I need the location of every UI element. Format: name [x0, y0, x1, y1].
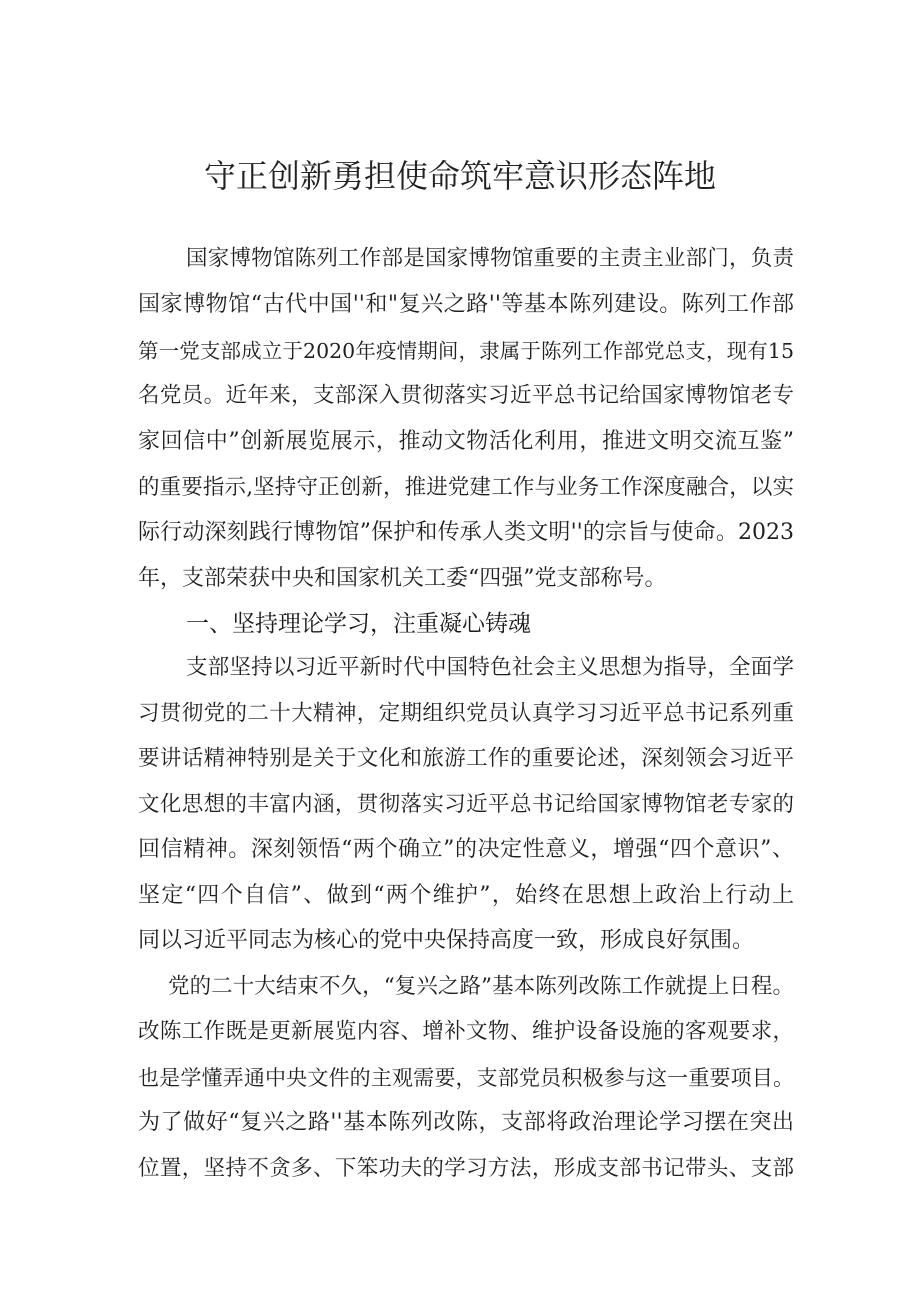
section-p1-line-3: 要讲话精神特别是关于文化和旅游工作的重要论述，深刻领会习近平: [138, 746, 794, 771]
section-heading: 一、坚持理论学习，注重凝心铸魂: [186, 611, 531, 637]
document-title: 守正创新勇担使命筑牢意识形态阵地: [203, 157, 716, 195]
section-p2-line-5: 位置，坚持不贪多、下笨功夫的学习方法，形成支部书记带头、支部: [138, 1156, 794, 1181]
section-p1-line-2: 习贯彻党的二十大精神，定期组织党员认真学习习近平总书记系列重: [138, 701, 794, 726]
section-p2-line-4: 为了做好“复兴之路''基本陈列改陈，支部将政治理论学习摆在突出: [138, 1110, 794, 1135]
intro-line-2: 国家博物馆“古代中国''和"复兴之路''等基本陈列建设。陈列工作部: [138, 292, 794, 317]
intro-line-7: 际行动深刻践行博物馆”保护和传承人类文明''的宗旨与使命。2023: [138, 520, 794, 545]
section-p1-line-1: 支部坚持以习近平新时代中国特色社会主义思想为指导，全面学: [186, 655, 794, 680]
intro-line-4: 名党员。近年来，支部深入贯彻落实习近平总书记给国家博物馆老专: [138, 383, 794, 408]
section-p2-line-2: 改陈工作既是更新展览内容、增补文物、维护设备设施的客观要求，: [138, 1019, 794, 1044]
intro-line-3: 第一党支部成立于2020年疫情期间，隶属于陈列工作部党总支，现有15: [138, 339, 794, 363]
section-p1-line-6: 坚定“四个自信”、做到“两个维护”，始终在思想上政治上行动上: [138, 883, 794, 908]
section-p1-line-7: 同以习近平同志为核心的党中央保持高度一致，形成良好氛围。: [138, 928, 755, 953]
intro-line-5: 家回信中”创新展览展示，推动文物活化利用，推进文明交流互鉴”: [138, 429, 794, 454]
section-p1-line-4: 文化思想的丰富内涵，贯彻落实习近平总书记给国家博物馆老专家的: [138, 792, 794, 817]
section-p2-line-3: 也是学懂弄通中央文件的主观需要，支部党员积极参与这一重要项目。: [138, 1066, 794, 1090]
intro-line-1: 国家博物馆陈列工作部是国家博物馆重要的主责主业部门，负责: [186, 246, 794, 271]
intro-line-6: 的重要指示,坚持守正创新，推进党建工作与业务工作深度融合，以实: [138, 475, 794, 500]
section-p1-line-5: 回信精神。深刻领悟“两个确立”的决定性意义，增强“四个意识”、: [138, 837, 794, 862]
section-p2-line-1: 党的二十大结束不久，“复兴之路”基本陈列改陈工作就提上日程。: [168, 974, 794, 999]
intro-line-8: 年，支部荣获中央和国家机关工委“四强”党支部称号。: [138, 566, 667, 591]
